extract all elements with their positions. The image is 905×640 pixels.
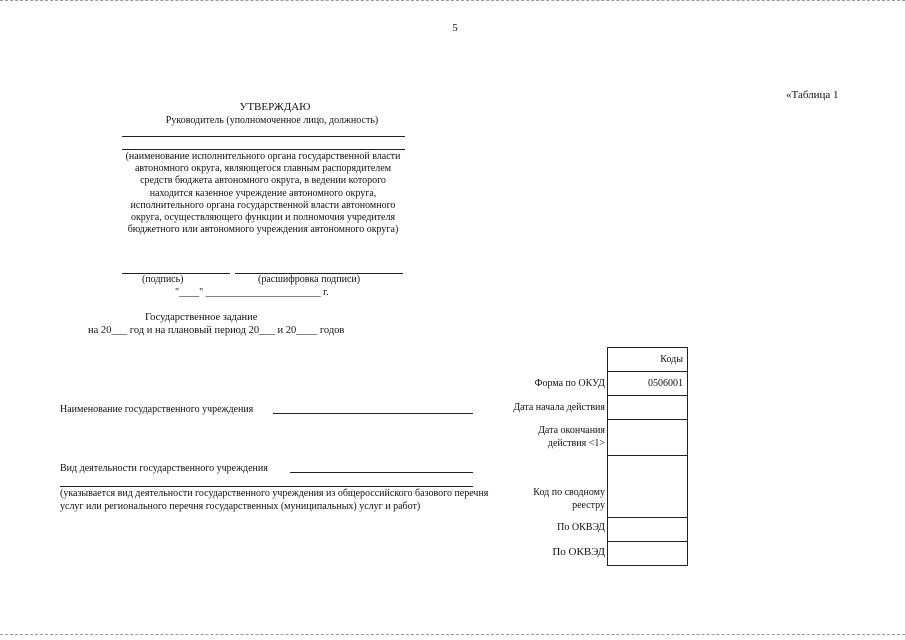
code-label-okved-1: По ОКВЭД	[557, 522, 605, 533]
code-label-okud: Форма по ОКУД	[534, 378, 605, 389]
approve-subtitle: Руководитель (уполномоченное лицо, должность)	[165, 115, 379, 126]
org-description: (наименование исполнительного органа государственной власти автономного округа, являющегося главным распорядителем средств бюджета автономного округа, в ведении которого находится казенное учреждение автономного округа, исполнительного органа государственной власти автономного округа, осуществляющего функции и полномочия учредителя бюджетного или автономного учреждения автономного округа)	[125, 151, 401, 236]
institution-name-line	[273, 413, 473, 414]
code-label-start-date: Дата начала действия	[513, 402, 605, 413]
signature-caption: (подпись)	[142, 274, 184, 285]
page-number: 5	[452, 22, 458, 34]
approval-date: "____" _______________________ г.	[175, 287, 329, 298]
activity-type-label: Вид деятельности государственного учреждения	[60, 463, 268, 474]
code-value-start-date	[607, 395, 688, 419]
code-label-registry: Код по сводному реестру	[533, 487, 605, 511]
code-value-end-date	[607, 419, 688, 455]
task-title: Государственное задание	[145, 312, 258, 323]
scan-edge-top	[0, 0, 905, 3]
approve-title: УТВЕРЖДАЮ	[239, 101, 311, 113]
code-value-registry	[607, 455, 688, 517]
codes-header: Коды	[607, 347, 688, 371]
institution-name-label: Наименование государственного учреждения	[60, 404, 254, 415]
task-period: на 20___ год и на плановый период 20___ и 20____ годов	[88, 325, 345, 336]
signatory-position-line	[122, 136, 405, 137]
code-label-end-date: Дата окончания действия <1>	[538, 425, 605, 449]
table-label: «Таблица 1	[786, 89, 839, 101]
activity-type-line	[290, 472, 473, 473]
activity-type-line-2	[60, 486, 473, 487]
signature-decode-caption: (расшифровка подписи)	[258, 274, 361, 285]
code-label-okved-2: По ОКВЭД	[552, 546, 605, 558]
org-name-line	[122, 149, 405, 150]
scan-edge-bottom	[0, 634, 905, 637]
activity-note: (указывается вид деятельности государственного учреждения из общероссийского базового перечня услуг или регионального перечня государственных (муниципальных) услуг и работ)	[60, 488, 489, 512]
code-value-okved-1	[607, 517, 688, 541]
code-value-okud: 0506001	[607, 371, 688, 395]
code-value-okved-2	[607, 541, 688, 566]
